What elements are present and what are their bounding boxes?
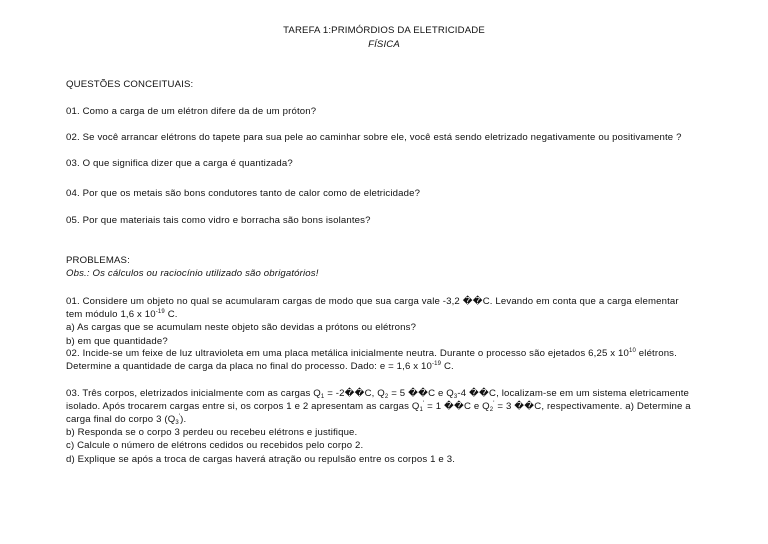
subject-label: FÍSICA <box>368 39 400 50</box>
conceptual-question-5: 05. Por que materiais tais como vidro e borracha são bons isolantes? <box>66 215 371 226</box>
problem-3-line-2: isolado. Após trocarem cargas entre si, os corpos 1 e 2 apresentam as cargas $Q_1' = 1$ ��C e $Q_2' = 3$ ��C, respectivamente. a) Determine a <box>66 401 691 413</box>
problem-1-item-b: b) em que quantidade? <box>66 336 168 347</box>
conceptual-question-1: 01. Como a carga de um elétron difere da de um próton? <box>66 106 317 117</box>
conceptual-question-3: 03. O que significa dizer que a carga é quantizada? <box>66 158 293 169</box>
problem-2-line-1: 02. Incide-se um feixe de luz ultravioleta em uma placa metálica inicialmente neutra. Durante o processo são ejetados 6,25 x $10^{10}$ elétrons. <box>66 348 677 359</box>
problem-3-line-1: 03. Três corpos, eletrizados inicialmente com as cargas $Q_1$ = -2��C, $Q_2 = 5$ ��C e $Q_3-4$ ��C, localizam-se em um sistema eletricamente <box>66 388 689 400</box>
conceptual-question-2: 02. Se você arrancar elétrons do tapete para sua pele ao caminhar sobre ele, você está sendo eletrizado negativamente ou positivamente ? <box>66 132 682 143</box>
problems-heading: PROBLEMAS: <box>66 255 130 266</box>
problem-3-item-b: b) Responda se o corpo 3 perdeu ou recebeu elétrons e justifique. <box>66 427 358 438</box>
conceptual-question-4: 04. Por que os metais são bons condutores tanto de calor como de eletricidade? <box>66 188 421 199</box>
problem-3-item-d: d) Explique se após a troca de cargas haverá atração ou repulsão entre os corpos 1 e 3. <box>66 454 456 465</box>
problem-3-item-c: c) Calcule o número de elétrons cedidos ou recebidos pelo corpo 2. <box>66 440 364 451</box>
problems-note: Obs.: Os cálculos ou raciocínio utilizado são obrigatórios! <box>66 268 319 279</box>
problem-2-line-2: Determine a quantidade de carga da placa no final do processo. Dado: e = 1,6 x $10^{-19}$ C. <box>66 361 454 372</box>
problem-1-line-1: 01. Considere um objeto no qual se acumularam cargas de modo que sua carga vale -3,2 ��C. Levando em conta que a carga elementar <box>66 296 679 307</box>
problem-1-line-2: tem módulo 1,6 x $10^{-19}$ C. <box>66 309 178 320</box>
conceptual-heading: QUESTÕES CONCEITUAIS: <box>66 79 194 90</box>
problem-3-line-3: carga final do corpo 3 $(Q_3')$. <box>66 414 187 426</box>
problem-1-item-a: a) As cargas que se acumulam neste objeto são devidas a prótons ou elétrons? <box>66 322 417 333</box>
page-title: TAREFA 1:PRIMÓRDIOS DA ELETRICIDADE <box>283 25 485 36</box>
